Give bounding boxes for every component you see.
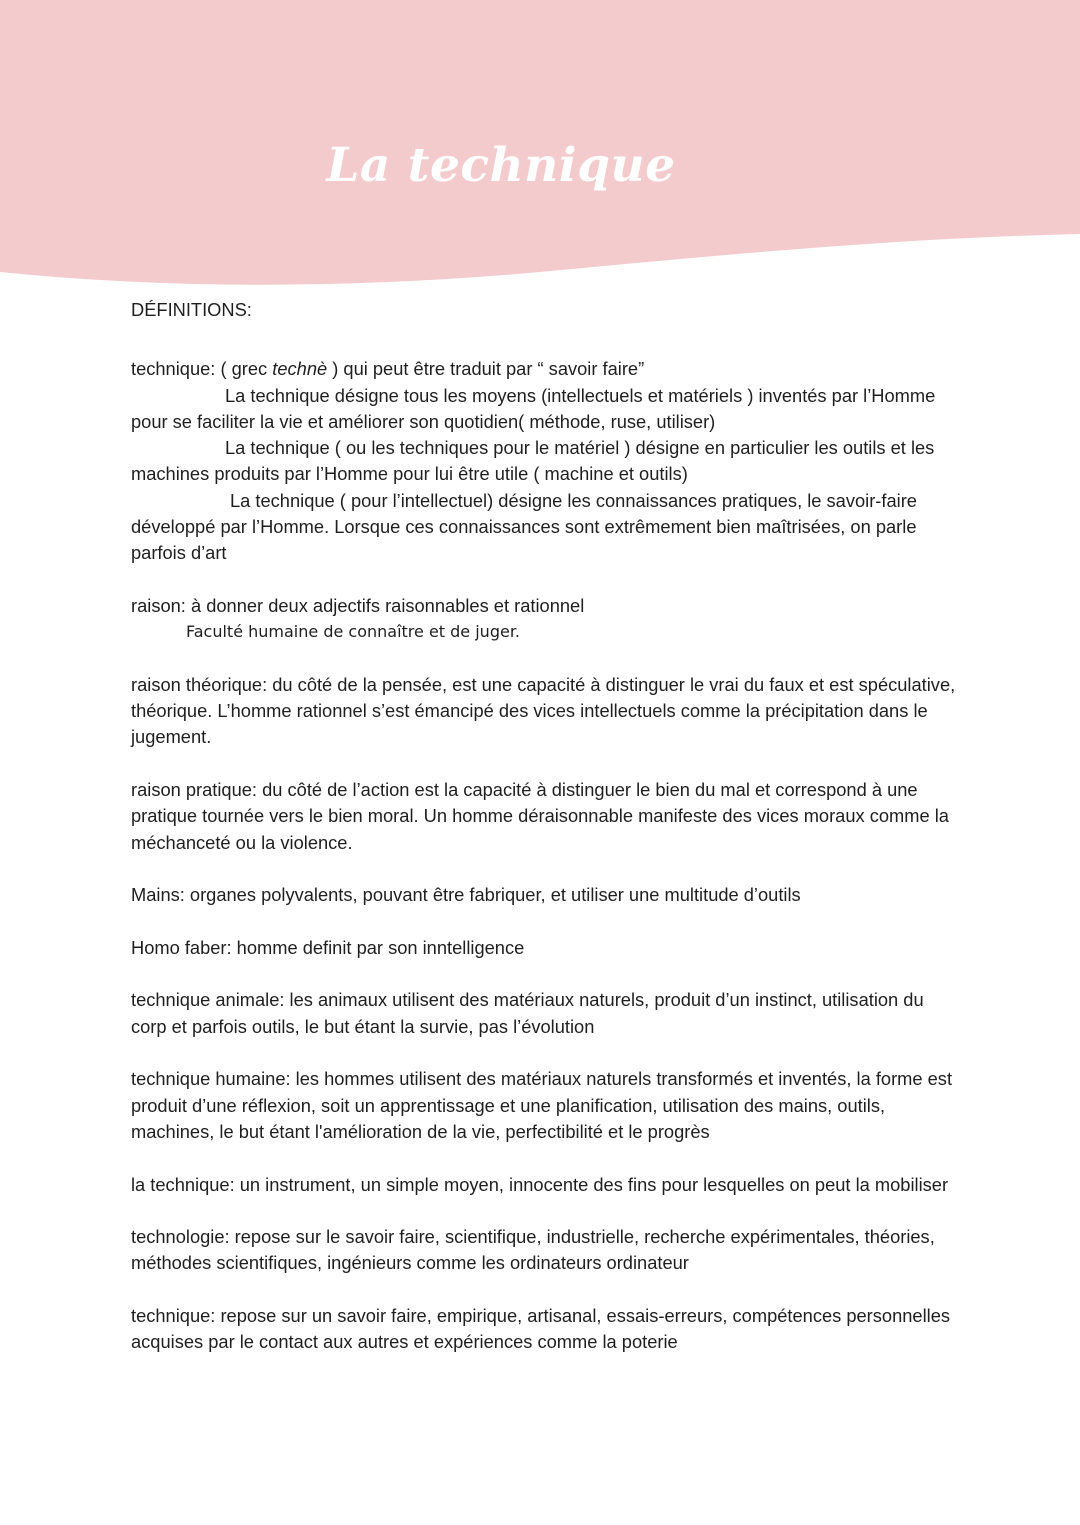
definition-mains: Mains: organes polyvalents, pouvant être fabriquer, et utiliser une multitude d’outils	[131, 884, 801, 906]
page-title: La technique	[326, 138, 676, 193]
definition-raison-theorique: raison théorique: du côté de la pensée, est une capacité à distinguer le vrai du faux et est spéculative, théorique. L’homme rationnel s’est émancipé des vices intellectuels comme la précipitation dans le jugement.	[131, 673, 956, 748]
definition-technique: technique: ( grec technè ) qui peut être traduit par “ savoir faire”	[131, 358, 645, 380]
definition-technique-paragraph-1: La technique désigne tous les moyens (intellectuels et matériels ) inventés par l’Homme pour se faciliter la vie et améliorer son quotidien( méthode, ruse, utiliser)	[131, 384, 936, 432]
definition-raison-pratique: raison pratique: du côté de l’action est la capacité à distinguer le bien du mal et correspond à une pratique tournée vers le bien moral. Un homme déraisonnable manifeste des vices moraux comme la méchanceté ou la violence.	[131, 779, 949, 853]
greek-term: technè	[272, 358, 328, 380]
definition-homo-faber: Homo faber: homme definit par son inntelligence	[131, 936, 525, 958]
definition-technique-paragraph-2: La technique ( ou les techniques pour le matériel ) désigne en particulier les outils et les machines produits par l’Homme pour lui être utile ( machine et outils)	[131, 437, 935, 485]
section-heading: DÉFINITIONS:	[131, 299, 252, 320]
document-body	[131, 297, 961, 1356]
definition-technique-humaine: technique humaine: les hommes utilisent des matériaux naturels transformés et inventés, la forme est produit d’une réflexion, soit un apprentissage et une planification, utilisation des mains, outils, machines, le but étant l'amélioration de la vie, perfectibilité et le progrès	[131, 1068, 953, 1142]
header-banner	[0, 0, 1080, 300]
definition-technique-animale: technique animale: les animaux utilisent des matériaux naturels, produit d’un instinct, utilisation du corp et parfois outils, le but étant la survie, pas l’évolution	[131, 989, 924, 1037]
definition-raison: raison: à donner deux adjectifs raisonnables et rationnel	[131, 594, 585, 616]
definition-technique-paragraph-3: La technique ( pour l’intellectuel) désigne les connaissances pratiques, le savoir-faire développé par l’Homme. Lorsque ces connaissances sont extrêmement bien maîtrisées, on parle parfois d’art	[131, 489, 917, 564]
definition-technique-empirique: technique: repose sur un savoir faire, empirique, artisanal, essais-erreurs, compétences personnelles acquises par le contact aux autres et expériences comme la poterie	[131, 1304, 951, 1353]
definition-technologie: technologie: repose sur le savoir faire, scientifique, industrielle, recherche expérimentales, théories, méthodes scientifiques, ingénieurs comme les ordinateurs ordinateur	[131, 1226, 935, 1274]
definition-raison-sub: Faculté humaine de connaître et de juger.	[186, 622, 521, 642]
definition-la-technique: la technique: un instrument, un simple moyen, innocente des fins pour lesquelles on peut la mobiliser	[131, 1173, 949, 1195]
